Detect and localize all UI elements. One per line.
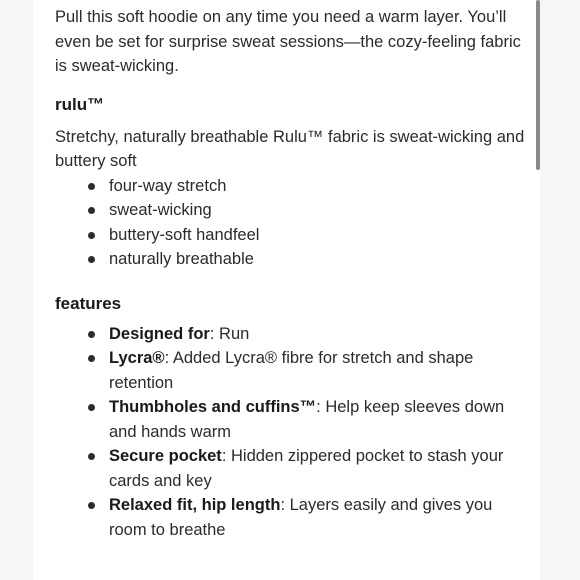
feature-item xyxy=(109,493,533,542)
feature-text: : Help keep sleeves down and hands warm xyxy=(109,398,505,441)
scrollbar-thumb[interactable] xyxy=(536,0,540,170)
feature-label: Thumbholes and cuffins™ xyxy=(109,398,317,416)
feature-text: : Layers easily and gives you room to breathe xyxy=(109,496,493,539)
feature-text: : Hidden zippered pocket to stash your cards and key xyxy=(109,447,504,490)
features-list xyxy=(55,322,533,543)
list-item: naturally breathable xyxy=(109,247,533,272)
left-margin xyxy=(0,0,33,580)
right-margin xyxy=(540,0,580,580)
feature-label: Lycra® xyxy=(109,349,165,367)
features-heading: features xyxy=(55,293,122,313)
feature-item xyxy=(109,322,533,347)
rulu-heading: rulu™ xyxy=(55,94,105,114)
intro-text: Pull this soft hoodie on any time you need a warm layer. You’ll even be set for surprise sweat sessions—the cozy-feeling fabric is sweat-wicking. xyxy=(55,8,521,75)
feature-label: Designed for xyxy=(109,324,210,343)
feature-item xyxy=(109,444,533,493)
product-description xyxy=(55,5,533,542)
feature-item xyxy=(109,346,533,395)
list-item: sweat-wicking xyxy=(109,198,533,223)
feature-label: Relaxed fit, hip length xyxy=(109,496,281,514)
feature-text: : Run xyxy=(209,324,250,343)
rulu-description: Stretchy, naturally breathable Rulu™ fabric is sweat-wicking and buttery soft xyxy=(55,127,525,170)
feature-label: Secure pocket xyxy=(109,447,222,465)
list-item: four-way stretch xyxy=(109,174,533,199)
feature-item xyxy=(109,395,533,444)
rulu-bullet-list xyxy=(55,174,533,272)
feature-text: : Added Lycra® fibre for stretch and shape retention xyxy=(109,349,474,392)
list-item: buttery-soft handfeel xyxy=(109,223,533,248)
